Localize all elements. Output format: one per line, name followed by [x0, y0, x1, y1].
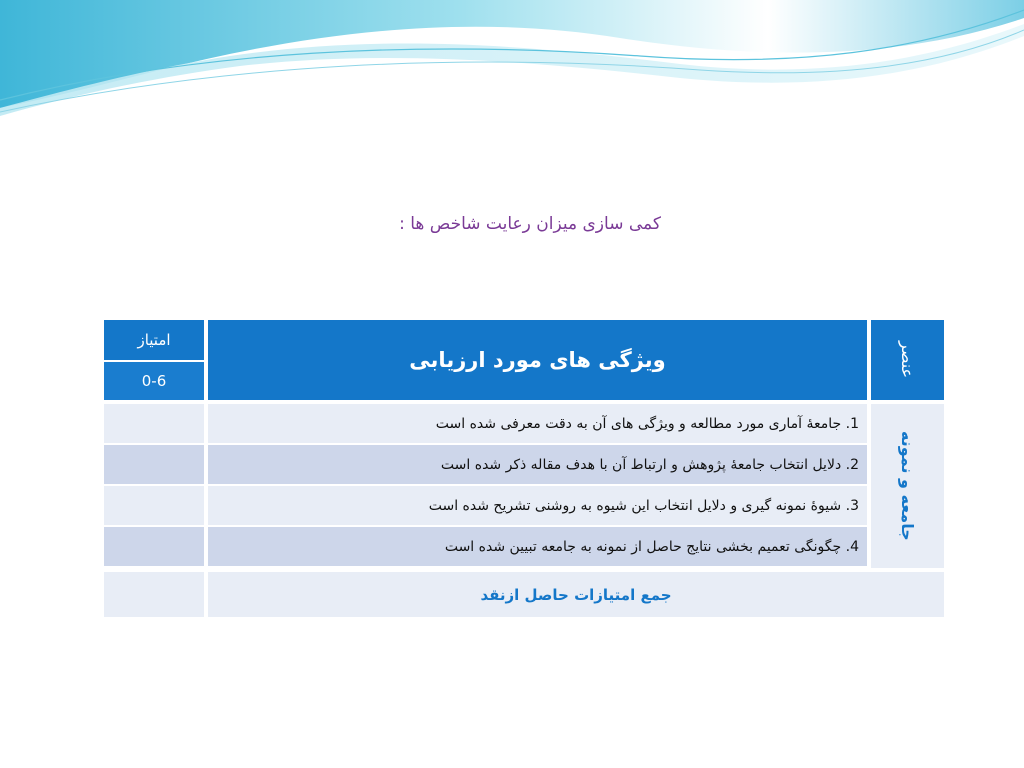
criteria-row-4: 4. چگونگی تعمیم بخشی نتایج حاصل از نمونه به جامعه تبیین شده است: [208, 527, 867, 566]
total-score-cell[interactable]: [104, 572, 204, 617]
score-header-label: امتیاز: [104, 320, 204, 360]
decorative-wave-background: [0, 0, 1024, 130]
score-cell-1[interactable]: [104, 404, 204, 443]
group-label: جامعه و نمونه: [898, 431, 917, 541]
criteria-row-1: 1. جامعهٔ آماری مورد مطالعه و ویژگی های آن به دقت معرفی شده است: [208, 404, 867, 443]
element-header-label: عنصر: [898, 341, 917, 379]
criteria-row-2: 2. دلایل انتخاب جامعهٔ پژوهش و ارتباط آن با هدف مقاله ذکر شده است: [208, 445, 867, 484]
criteria-header-title: ویژگی های مورد ارزیابی: [208, 320, 867, 400]
page-subtitle: کمی سازی میزان رعایت شاخص ها :: [399, 214, 661, 234]
group-cell: [871, 404, 944, 568]
score-cell-3[interactable]: [104, 486, 204, 525]
score-cell-4[interactable]: [104, 527, 204, 566]
score-range: 0-6: [104, 362, 204, 400]
total-label: جمع امتیازات حاصل ازنقد: [208, 572, 944, 617]
criteria-row-3: 3. شیوهٔ نمونه گیری و دلایل انتخاب این شیوه به روشنی تشریح شده است: [208, 486, 867, 525]
element-header-cell: [871, 320, 944, 400]
score-cell-2[interactable]: [104, 445, 204, 484]
evaluation-table: [104, 320, 944, 617]
